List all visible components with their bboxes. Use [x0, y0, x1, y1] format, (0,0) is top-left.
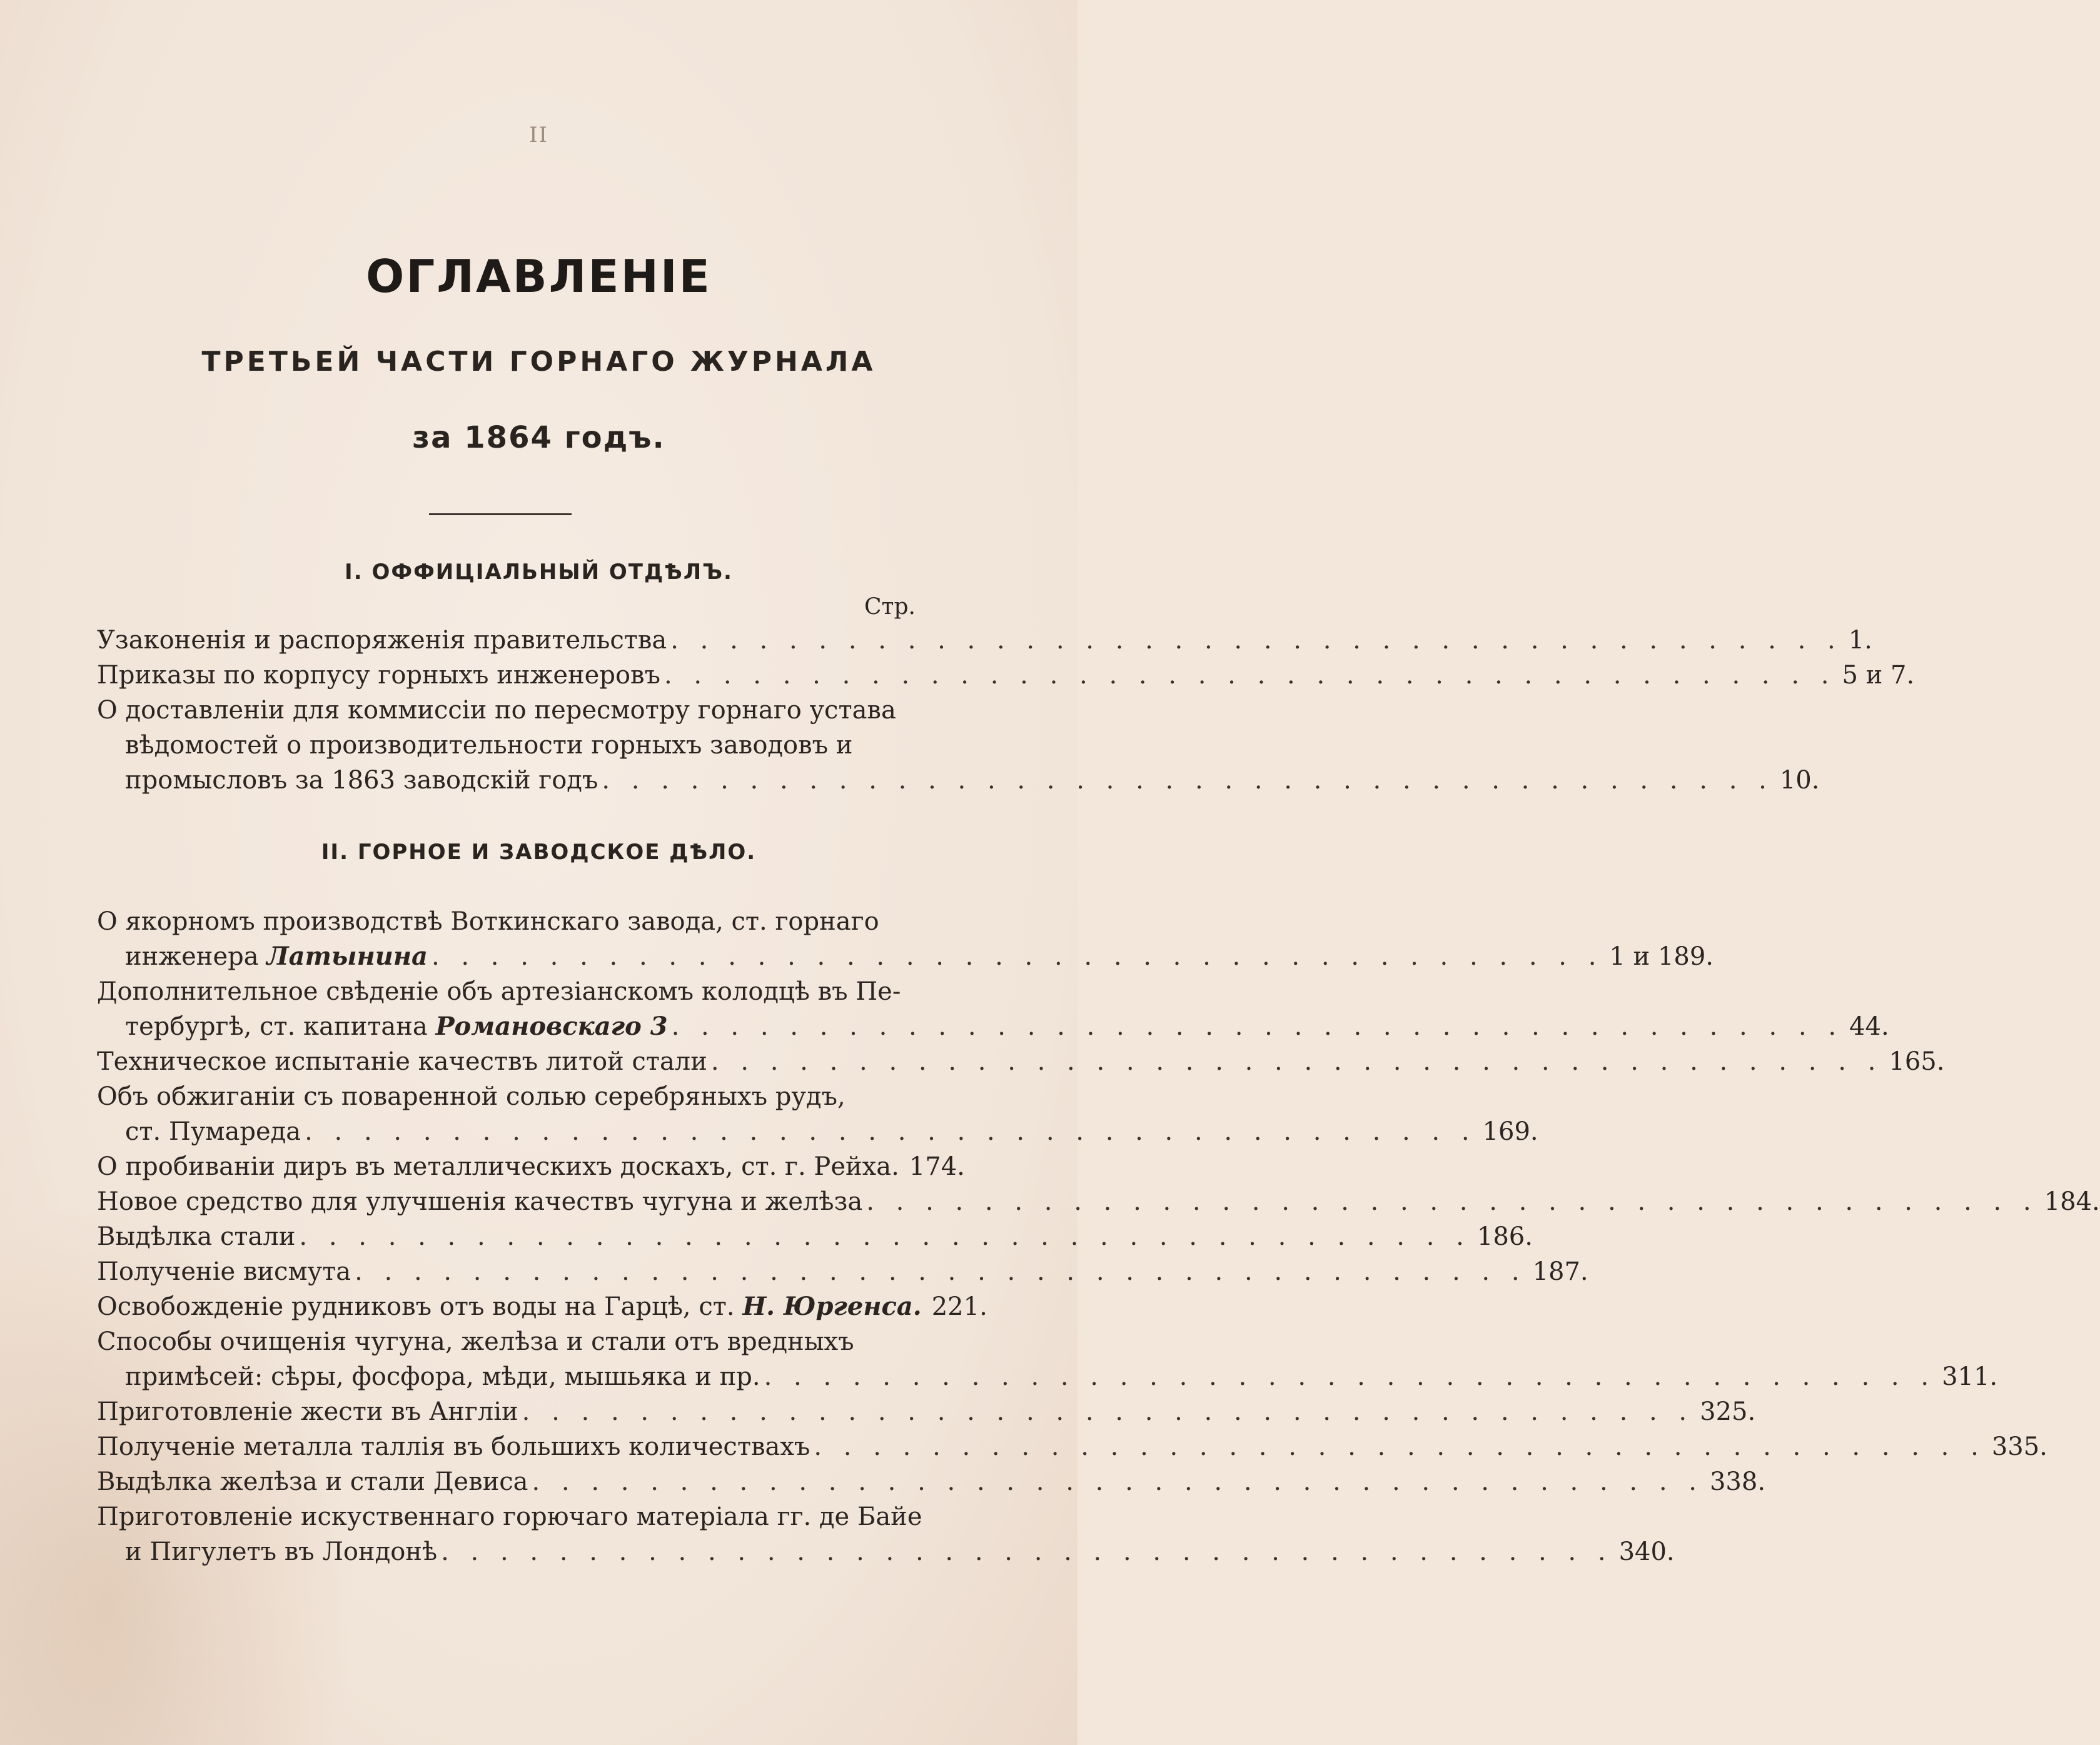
toc-entry-text: О якорномъ производствѣ Воткинскаго завода, ст. горнаго: [97, 907, 879, 936]
toc-entry-page: 174.: [909, 1152, 965, 1181]
toc-entry-text: О доставленіи для коммиссіи по пересмотру горнаго устава: [97, 696, 896, 725]
dot-leader: . . . . . . . . . . . . . . . . . . . . . . . . . . . . . . . . . . . . . . . .: [664, 661, 1836, 690]
toc-entry: [97, 1044, 1945, 1079]
dot-leader: . . . . . . . . . . . . . . . . . . . . . . . . . . . . . . . . . . . . . . . .: [814, 1432, 1986, 1461]
toc-entry-text: Выдѣлка стали: [97, 1222, 296, 1251]
toc-entry-page: 5 и 7.: [1842, 661, 1915, 690]
toc-entry-text: ст. Пумареда: [125, 1117, 301, 1146]
dot-leader: . . . . . . . . . . . . . . . . . . . . . . . . . . . . . . . . . . . . . . . .: [305, 1117, 1477, 1146]
dot-leader: . . . . . . . . . . . . . . . . . . . . . . . . . . . . . . . . . . . . . . . .: [866, 1187, 2038, 1216]
dot-leader: . . . . . . . . . . . . . . . . . . . . . . . . . . . . . . . . . . . . . . . .: [602, 766, 1774, 795]
toc-entry: [97, 693, 1820, 798]
toc-entry-page: 335.: [1991, 1432, 2047, 1461]
toc-entry-author: Латынина: [266, 942, 428, 971]
toc-entry-page: 1.: [1848, 626, 1872, 655]
toc-entry-text: Приготовленіе искуственнаго горючаго матеріала гг. де Байе: [97, 1502, 922, 1531]
toc-entry-text: примѣсей: сѣры, фосфора, мѣди, мышьяка и пр.: [125, 1362, 760, 1391]
toc-entry-page: 44.: [1849, 1012, 1889, 1041]
toc-entry-author: Н. Юргенса.: [742, 1292, 922, 1321]
toc-entry: [97, 974, 1889, 1044]
toc-entry-text: [125, 939, 428, 974]
toc-entry-page: 311.: [1942, 1362, 1998, 1391]
toc-entry-text: промысловъ за 1863 заводскій годъ: [125, 766, 598, 795]
toc-entry: [97, 1079, 1538, 1149]
page-column-label: Стр.: [864, 594, 916, 620]
dot-leader: . . . . . . . . . . . . . . . . . . . . . . . . . . . . . . . . . . . . . . . .: [355, 1257, 1527, 1286]
toc-entry-page: 340.: [1618, 1537, 1675, 1566]
toc-entry-page: 10.: [1779, 766, 1820, 795]
section-2-title: II. ГОРНОЕ И ЗАВОДСКОЕ ДѢЛО.: [321, 840, 757, 865]
title-divider: [429, 513, 572, 515]
toc-entry-text: О пробиваніи диръ въ металлическихъ доскахъ, ст. г. Рейха.: [97, 1152, 899, 1181]
toc-entry-text: Полученіе металла таллія въ большихъ количествахъ: [97, 1432, 810, 1461]
toc-entry-text: Узаконенія и распоряженія правительства: [97, 626, 667, 655]
toc-entry: [97, 1429, 2047, 1464]
year-line: за 1864 годъ.: [412, 420, 665, 455]
page-title: ОГЛАВЛЕНІЕ: [366, 250, 712, 303]
toc-entry-text: Приказы по корпусу горныхъ инженеровъ: [97, 661, 660, 690]
toc-entry: [97, 1219, 1533, 1254]
toc-entry: [97, 1464, 1766, 1499]
dot-leader: . . . . . . . . . . . . . . . . . . . . . . . . . . . . . . . . . . . . . . . .: [671, 1012, 1844, 1041]
dot-leader: . . . . . . . . . . . . . . . . . . . . . . . . . . . . . . . . . . . . . . . .: [670, 626, 1842, 655]
toc-entry: [97, 1149, 965, 1184]
toc-entry-text: Полученіе висмута: [97, 1257, 351, 1286]
toc-entry: [97, 904, 1714, 974]
toc-entry-page: 165.: [1889, 1047, 1945, 1076]
toc-entry: [97, 1289, 987, 1324]
section-1-title: I. ОФФИЦІАЛЬНЫЙ ОТДѢЛЪ.: [345, 560, 733, 585]
toc-entry-prefix: Освобожденіе рудниковъ отъ воды на Гарцѣ, ст.: [97, 1292, 735, 1321]
toc-entry-page: 325.: [1700, 1397, 1756, 1426]
toc-entry-text: Выдѣлка желѣза и стали Девиса: [97, 1467, 528, 1496]
toc-entry-page: 338.: [1709, 1467, 1766, 1496]
section-2-toc: [97, 904, 2100, 1569]
toc-entry-text: [97, 1289, 922, 1324]
dot-leader: . . . . . . . . . . . . . . . . . . . . . . . . . . . . . . . . . . . . . . . .: [764, 1362, 1936, 1391]
section-1-toc: [97, 623, 1915, 798]
toc-entry: [97, 1324, 1998, 1394]
toc-entry-text: Новое средство для улучшенія качествъ чугуна и желѣза: [97, 1187, 863, 1216]
toc-entry-prefix: инженера: [125, 942, 259, 971]
dot-leader: . . . . . . . . . . . . . . . . . . . . . . . . . . . . . . . . . . . . . . . .: [522, 1397, 1694, 1426]
toc-entry: [97, 1394, 1756, 1429]
toc-entry-page: 169.: [1482, 1117, 1538, 1146]
toc-entry-text: Способы очищенія чугуна, желѣза и стали отъ вредныхъ: [97, 1327, 854, 1356]
toc-entry-text: и Пигулетъ въ Лондонѣ: [125, 1537, 438, 1566]
dot-leader: . . . . . . . . . . . . . . . . . . . . . . . . . . . . . . . . . . . . . . . .: [710, 1047, 1883, 1076]
toc-entry: [97, 658, 1915, 693]
toc-entry-author: Романовскаго 3: [435, 1012, 668, 1041]
dot-leader: . . . . . . . . . . . . . . . . . . . . . . . . . . . . . . . . . . . . . . . .: [441, 1537, 1613, 1566]
dot-leader: . . . . . . . . . . . . . . . . . . . . . . . . . . . . . . . . . . . . . . . .: [431, 942, 1603, 971]
toc-entry-page: 221.: [931, 1292, 987, 1321]
toc-entry-text: Приготовленіе жести въ Англіи: [97, 1397, 518, 1426]
toc-entry-text: [125, 1009, 668, 1044]
toc-entry-page: 187.: [1532, 1257, 1588, 1286]
toc-entry-text: Техническое испытаніе качествъ литой стали: [97, 1047, 707, 1076]
toc-entry: [97, 1254, 1588, 1289]
toc-entry: [97, 623, 1872, 658]
toc-entry-text: Объ обжиганіи съ поваренной солью серебряныхъ рудъ,: [97, 1082, 846, 1111]
page-number: II: [529, 123, 548, 148]
toc-entry-page: 184.: [2044, 1187, 2100, 1216]
dot-leader: . . . . . . . . . . . . . . . . . . . . . . . . . . . . . . . . . . . . . . . .: [532, 1467, 1704, 1496]
toc-entry-text: вѣдомостей о производительности горныхъ заводовъ и: [125, 731, 853, 760]
toc-entry-prefix: тербургѣ, ст. капитана: [125, 1012, 428, 1041]
toc-entry: [97, 1184, 2100, 1219]
toc-entry-page: 186.: [1477, 1222, 1533, 1251]
toc-entry-page: 1 и 189.: [1609, 942, 1714, 971]
dot-leader: . . . . . . . . . . . . . . . . . . . . . . . . . . . . . . . . . . . . . . . .: [299, 1222, 1471, 1251]
toc-entry: [97, 1499, 1675, 1569]
page-subtitle: ТРЕТЬЕЙ ЧАСТИ ГОРНАГО ЖУРНАЛА: [201, 346, 876, 378]
toc-entry-text: Дополнительное свѣденіе объ артезіанскомъ колодцѣ въ Пе-: [97, 977, 901, 1006]
